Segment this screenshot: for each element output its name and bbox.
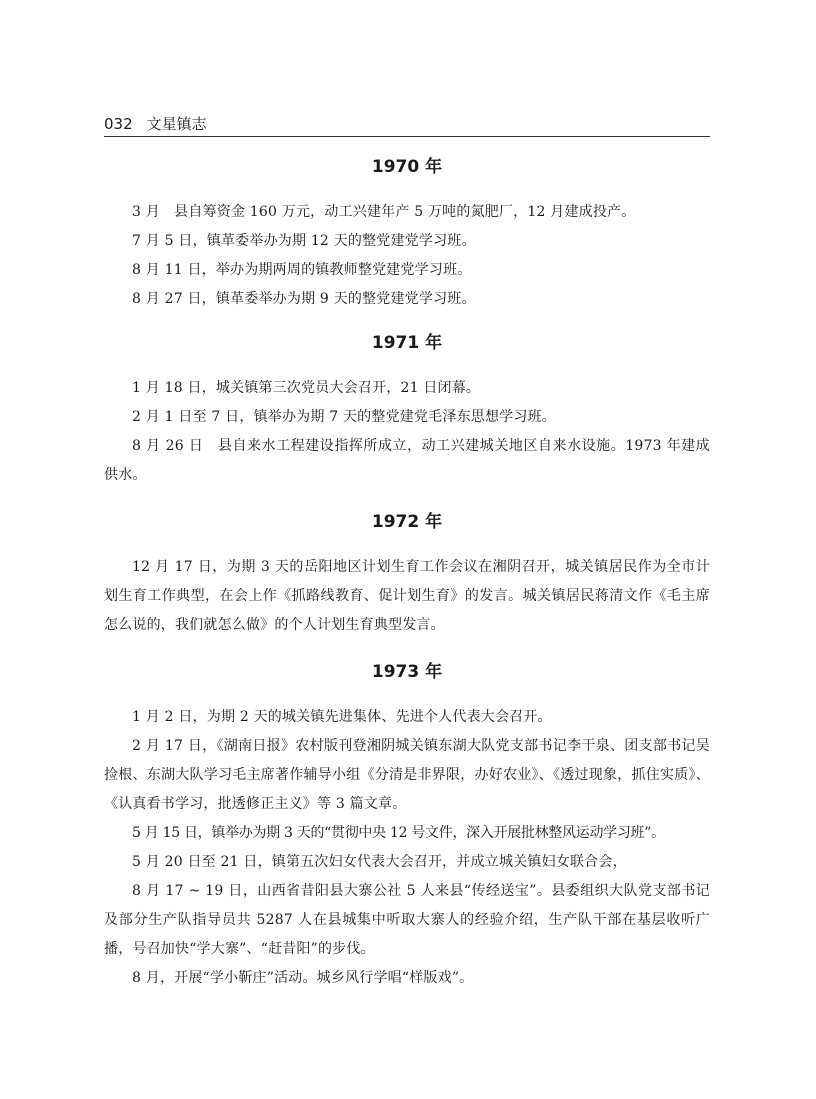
entry: 1 月 2 日，为期 2 天的城关镇先进集体、先进个人代表大会召开。 <box>132 709 552 725</box>
year-heading-1973: 1973 年 <box>371 662 443 682</box>
entry: 7 月 5 日，镇革委举办为期 12 天的整党建党学习班。 <box>132 233 476 249</box>
entry: 8 月 11 日，举办为期两周的镇教师整党建党学习班。 <box>132 262 472 278</box>
section-1972 <box>104 553 710 640</box>
page <box>104 114 710 993</box>
page-number: 032 <box>104 115 133 133</box>
running-header <box>104 114 710 137</box>
entry: 8 月 17 ~ 19 日，山西省昔阳县大寨公社 5 人来县“传经送宝”。县委组织大队党支部书记及部分生产队指导员共 5287 人在县城集中听取大寨人的经验介绍，生产队干部在基层收听广播，号召加快“学大寨”、“赶昔阳”的步伐。 <box>104 883 710 957</box>
entry: 8 月 27 日，镇革委举办为期 9 天的整党建党学习班。 <box>132 291 476 307</box>
entry: 5 月 20 日至 21 日，镇第五次妇女代表大会召开，并成立城关镇妇女联合会， <box>132 854 627 870</box>
year-heading-1971: 1971 年 <box>371 333 443 353</box>
section-1971 <box>104 374 710 490</box>
entry: 12 月 17 日，为期 3 天的岳阳地区计划生育工作会议在湘阴召开，城关镇居民作为全市计划生育工作典型，在会上作《抓路线教育、促计划生育》的发言。城关镇居民蒋清文作《毛主席怎么说的，我们就怎么做》的个人计划生育典型发言。 <box>104 559 710 633</box>
section-1973 <box>104 703 710 993</box>
section-1970 <box>104 198 710 314</box>
entry: 3 月 县自筹资金 160 万元，动工兴建年产 5 万吨的氮肥厂，12 月建成投产。 <box>132 204 636 220</box>
entry: 1 月 18 日，城关镇第三次党员大会召开，21 日闭幕。 <box>132 380 481 396</box>
entry: 2 月 17 日，《湖南日报》农村版刊登湘阴城关镇东湖大队党支部书记李干泉、团支部书记吴捡根、东湖大队学习毛主席著作辅导小组《分清是非界限，办好农业》、《透过现象，抓住实质》、《认真看书学习，批透修正主义》等 3 篇文章。 <box>104 738 710 812</box>
book-title: 文星镇志 <box>146 115 207 133</box>
year-heading-1970: 1970 年 <box>371 157 443 177</box>
entry: 5 月 15 日，镇举办为期 3 天的“贯彻中央 12 号文件，深入开展批林整风运动学习班”。 <box>132 825 665 841</box>
year-heading-1972: 1972 年 <box>371 512 443 532</box>
entry: 8 月，开展“学小靳庄”活动。城乡风行学唱“样版戏”。 <box>132 970 474 986</box>
entry: 8 月 26 日 县自来水工程建设指挥所成立，动工兴建城关地区自来水设施。1973 年建成供水。 <box>104 438 710 483</box>
entry: 2 月 1 日至 7 日，镇举办为期 7 天的整党建党毛泽东思想学习班。 <box>132 409 556 425</box>
